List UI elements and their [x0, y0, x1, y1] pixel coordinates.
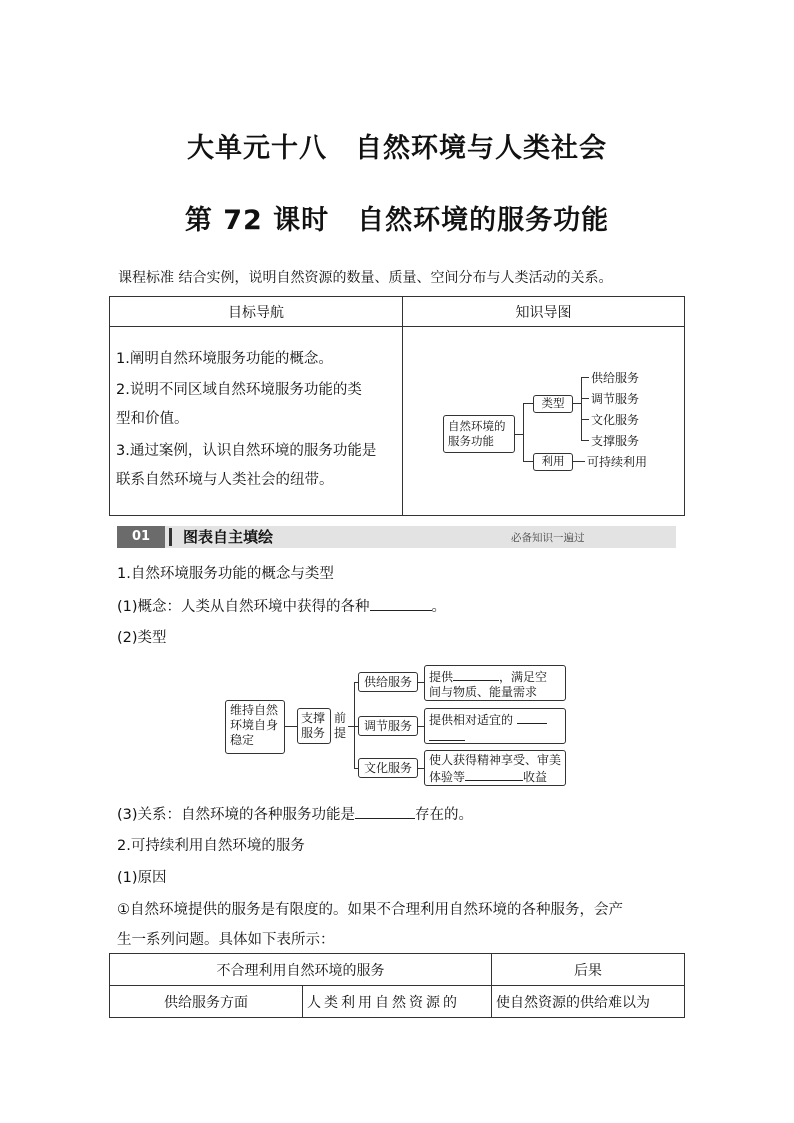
- supply-desc: [424, 665, 566, 701]
- section-number: 01: [117, 526, 165, 548]
- supply-desc-b: ，满足空: [499, 670, 548, 684]
- diagram-left-box: [225, 700, 285, 754]
- problems-header-1: 不合理利用自然环境的服务: [110, 954, 492, 986]
- heading-sustainable: 2.可持续利用自然环境的服务: [117, 838, 305, 854]
- diagram-left-3: 稳定: [230, 733, 255, 747]
- concept-line: [117, 596, 446, 617]
- mindmap-header: 知识导图: [403, 297, 685, 327]
- concept-text: (1)概念：人类从自然环境中获得的各种: [117, 599, 370, 615]
- service-regulate: 调节服务: [358, 716, 418, 736]
- blank-regulate-2: [429, 728, 465, 741]
- diagram-mid-2: 服务: [301, 726, 326, 740]
- blank-relation: [355, 804, 415, 819]
- goal-2: 2.说明不同区域自然环境服务功能的类: [116, 382, 362, 398]
- row-supply-behavior: 人类利用自然资源的: [303, 986, 492, 1018]
- mindmap-type-3: 文化服务: [591, 413, 640, 427]
- goals-header: 目标导航: [110, 297, 403, 327]
- goal-3-cont: 联系自然环境与人类社会的纽带。: [116, 472, 334, 488]
- goal-1: 1.阐明自然环境服务功能的概念。: [116, 351, 333, 367]
- premise-1: 前: [334, 711, 347, 725]
- concept-end: 。: [431, 599, 447, 615]
- blank-regulate-1: [517, 711, 547, 724]
- blank-culture: [465, 768, 523, 781]
- section-banner: [117, 526, 676, 548]
- diagram-mid-box: [297, 708, 331, 744]
- unit-title: 大单元十八 自然环境与人类社会: [187, 133, 607, 164]
- blank-concept: [370, 596, 432, 611]
- section-tag: 必备知识一遍过: [511, 532, 585, 544]
- relation-line: [117, 804, 473, 825]
- service-culture: 文化服务: [358, 758, 418, 778]
- section-title: 图表自主填绘: [183, 528, 274, 546]
- regulate-desc: [424, 708, 566, 744]
- mindmap-root: [443, 415, 515, 453]
- diagram-mid-1: 支撑: [301, 711, 326, 725]
- mindmap-type-2: 调节服务: [591, 392, 640, 406]
- goals-table: [109, 296, 685, 516]
- diagram-left-1: 维持自然: [230, 703, 279, 717]
- blank-supply: [453, 668, 499, 681]
- row-supply-result: 使自然资源的供给难以为: [492, 986, 685, 1018]
- problems-table: [109, 953, 685, 1018]
- relation-text-a: (3)关系：自然环境的各种服务功能是: [117, 807, 356, 823]
- supply-desc-a: 提供: [429, 670, 454, 684]
- goal-3: 3.通过案例，认识自然环境的服务功能是: [116, 443, 377, 459]
- reason-text-1: ①自然环境提供的服务是有限度的。如果不合理利用自然环境的各种服务，会产: [117, 902, 623, 918]
- regulate-desc-a: 提供相对适宜的: [429, 713, 514, 727]
- mindmap-use-item: 可持续利用: [587, 455, 648, 469]
- mindmap-type-4: 支撑服务: [591, 434, 640, 448]
- culture-desc-b: 体验等: [429, 770, 466, 784]
- types-label: (2)类型: [117, 630, 167, 646]
- culture-desc: [424, 750, 566, 786]
- goal-2-cont: 型和价值。: [116, 411, 189, 427]
- diagram-premise: [334, 711, 346, 741]
- culture-desc-c: 收益: [523, 770, 548, 784]
- mindmap-type-1: 供给服务: [591, 371, 640, 385]
- supply-desc-c: 间与物质、能量需求: [429, 685, 538, 699]
- goals-cell: [110, 327, 403, 516]
- mindmap-cell: [403, 327, 685, 516]
- lesson-title: 第 72 课时 自然环境的服务功能: [184, 205, 610, 236]
- premise-2: 提: [334, 726, 347, 740]
- reason-text-2: 生一系列问题。具体如下表所示：: [117, 932, 335, 948]
- curriculum-standard: 课程标准 结合实例，说明自然资源的数量、质量、空间分布与人类活动的关系。: [118, 270, 613, 286]
- relation-text-b: 存在的。: [415, 807, 474, 823]
- mindmap-type: 类型: [533, 395, 573, 413]
- problems-header-2: 后果: [492, 954, 685, 986]
- mindmap: [403, 327, 684, 515]
- mindmap-use: 利用: [533, 453, 573, 471]
- row-supply-aspect: 供给服务方面: [110, 986, 303, 1018]
- culture-desc-a: 使人获得精神享受、审美: [429, 753, 562, 767]
- service-supply: 供给服务: [358, 672, 418, 692]
- mindmap-root-line1: 自然环境的: [448, 419, 506, 433]
- reason-label: (1)原因: [117, 870, 167, 886]
- heading-concept: 1.自然环境服务功能的概念与类型: [117, 566, 334, 582]
- mindmap-root-line2: 服务功能: [448, 434, 494, 448]
- types-diagram: [222, 662, 572, 787]
- diagram-left-2: 环境自身: [230, 718, 279, 732]
